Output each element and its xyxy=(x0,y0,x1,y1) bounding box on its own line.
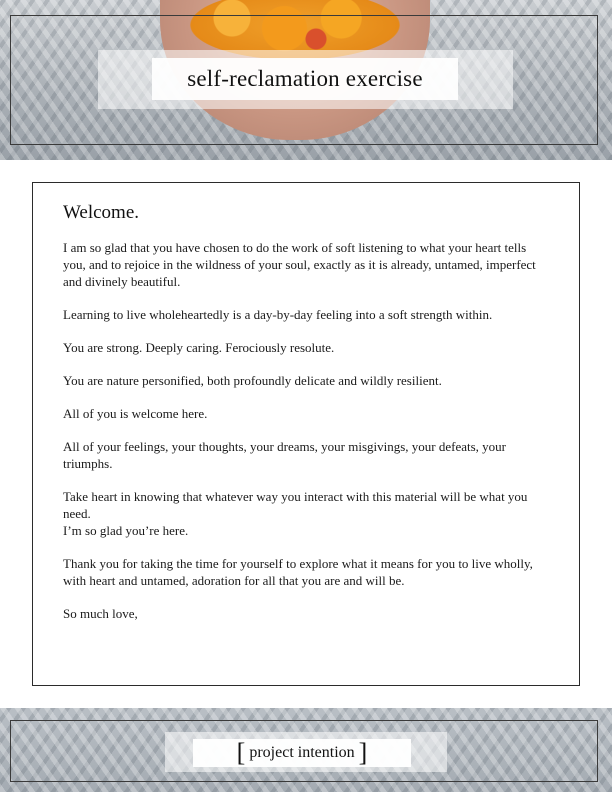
logo-bracket-open: [ xyxy=(236,738,246,767)
letter-paragraph: Take heart in knowing that whatever way you interact with this material will be what you need. xyxy=(63,489,528,521)
footer-logo xyxy=(193,739,411,767)
letter-paragraph: Thank you for taking the time for yourself to explore what it means for you to live wholly, with heart and untamed, adoration for all that you are and will be. xyxy=(63,556,533,588)
footer-photo-banner xyxy=(0,708,612,792)
header-photo-banner xyxy=(0,0,612,160)
letter-paragraph: All of you is welcome here. xyxy=(63,406,208,421)
letter-paragraph: You are nature personified, both profoundly delicate and wildly resilient. xyxy=(63,373,442,388)
page-title: self-reclamation exercise xyxy=(187,66,423,91)
letter-paragraph: I’m so glad you’re here. xyxy=(63,523,189,538)
letter-signoff: So much love, xyxy=(63,606,138,621)
letter-paragraph: All of your feelings, your thoughts, your dreams, your misgivings, your defeats, your triumphs. xyxy=(63,439,507,471)
letter-greeting: Welcome. xyxy=(63,202,140,223)
title-box xyxy=(152,58,458,100)
letter-paragraph: Learning to live wholeheartedly is a day-by-day feeling into a soft strength within. xyxy=(63,307,493,322)
letter-body xyxy=(63,239,543,638)
logo-brand-text: project intention xyxy=(249,744,355,761)
logo-bracket-close: ] xyxy=(358,738,368,767)
letter-paragraph: You are strong. Deeply caring. Ferociously resolute. xyxy=(63,340,335,355)
letter-card xyxy=(32,182,580,686)
letter-paragraph: I am so glad that you have chosen to do the work of soft listening to what your heart tells you, and to rejoice in the wildness of your soul, exactly as it is already, untamed, imperfect and divinely beautiful. xyxy=(63,240,536,289)
